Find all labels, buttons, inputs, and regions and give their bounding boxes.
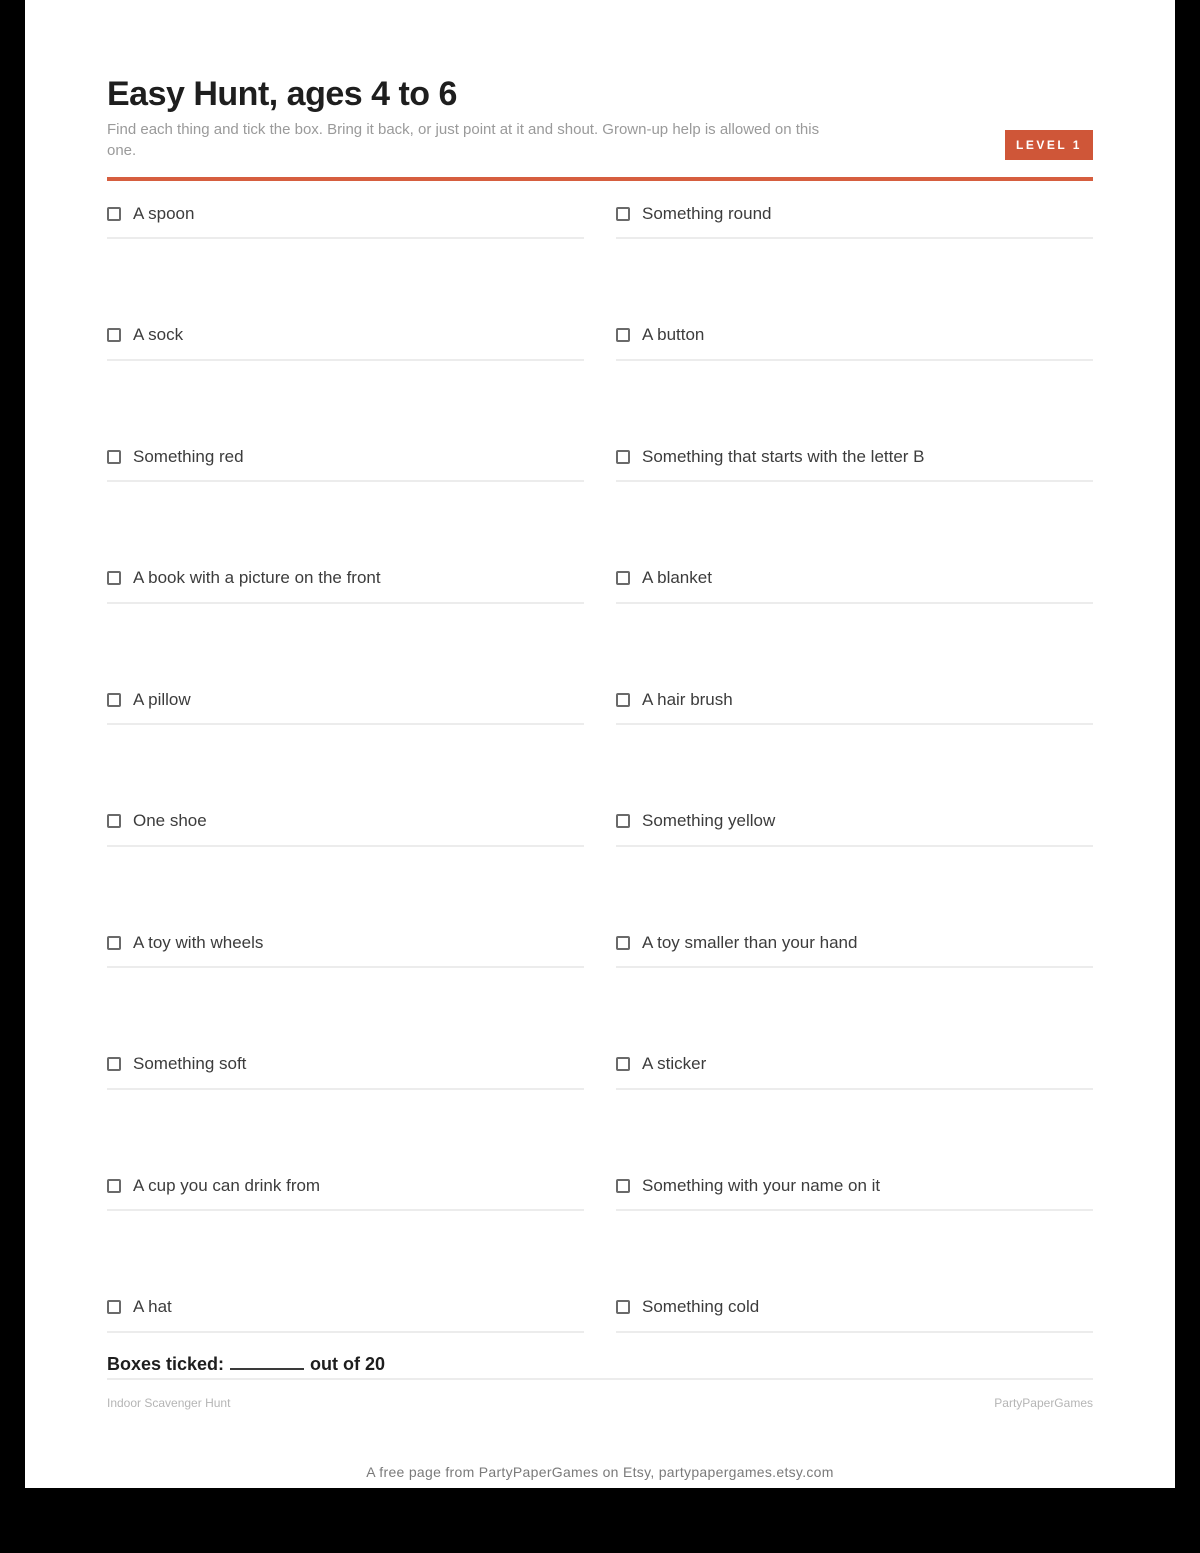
list-item-row bbox=[107, 433, 584, 482]
list-item-row bbox=[107, 555, 584, 604]
footer-left-text: Indoor Scavenger Hunt bbox=[107, 1396, 231, 1410]
list-item bbox=[616, 190, 1093, 312]
list-item-row bbox=[107, 1284, 584, 1333]
item-label: One shoe bbox=[133, 811, 207, 830]
item-label: Something that starts with the letter B bbox=[642, 446, 925, 466]
item-label: A sock bbox=[133, 325, 184, 344]
checkbox[interactable] bbox=[616, 936, 630, 950]
list-item-row bbox=[107, 676, 584, 725]
list-item bbox=[616, 312, 1093, 434]
item-label: A book with a picture on the front bbox=[133, 568, 381, 587]
list-item bbox=[616, 676, 1093, 798]
footer-right-text: PartyPaperGames bbox=[994, 1396, 1093, 1410]
list-item bbox=[616, 919, 1093, 1041]
item-label: A spoon bbox=[133, 203, 195, 223]
item-label: A sticker bbox=[642, 1054, 707, 1073]
item-label: A button bbox=[642, 325, 705, 344]
list-item-row bbox=[107, 1162, 584, 1211]
list-item-row bbox=[616, 312, 1093, 361]
score-prefix: Boxes ticked: bbox=[107, 1354, 225, 1374]
list-item-row bbox=[616, 676, 1093, 725]
checkbox[interactable] bbox=[107, 328, 121, 342]
list-item-row bbox=[107, 190, 584, 239]
item-label: A hair brush bbox=[642, 689, 733, 709]
list-item bbox=[107, 433, 584, 555]
list-item bbox=[107, 798, 584, 920]
item-label: Something round bbox=[642, 203, 772, 223]
checkbox[interactable] bbox=[616, 1300, 630, 1314]
item-label: A hat bbox=[133, 1297, 172, 1316]
list-item bbox=[107, 1284, 584, 1406]
list-item-row bbox=[616, 433, 1093, 482]
header-divider bbox=[107, 177, 1093, 181]
list-item-row bbox=[107, 1041, 584, 1090]
list-item-row bbox=[616, 798, 1093, 847]
checkbox[interactable] bbox=[107, 936, 121, 950]
list-item-row bbox=[616, 1284, 1093, 1333]
item-label: A toy smaller than your hand bbox=[642, 932, 858, 952]
item-label: Something soft bbox=[133, 1054, 247, 1073]
score-line bbox=[107, 1353, 1093, 1380]
item-label: A toy with wheels bbox=[133, 932, 264, 952]
item-label: Something red bbox=[133, 446, 244, 466]
list-item-row bbox=[107, 312, 584, 361]
checkbox[interactable] bbox=[107, 693, 121, 707]
list-item bbox=[107, 1162, 584, 1284]
list-item bbox=[107, 919, 584, 1041]
list-item bbox=[616, 1041, 1093, 1163]
worksheet-page bbox=[25, 0, 1175, 1488]
checkbox[interactable] bbox=[616, 328, 630, 342]
list-item bbox=[107, 312, 584, 434]
checkbox[interactable] bbox=[616, 693, 630, 707]
list-item-row bbox=[616, 1162, 1093, 1211]
checkbox[interactable] bbox=[616, 450, 630, 464]
level-badge: LEVEL 1 bbox=[1005, 130, 1093, 160]
list-item bbox=[107, 555, 584, 677]
item-label: A cup you can drink from bbox=[133, 1175, 321, 1195]
checkbox[interactable] bbox=[616, 571, 630, 585]
checkbox[interactable] bbox=[616, 207, 630, 221]
hunt-item-list bbox=[107, 190, 1093, 1340]
list-item bbox=[107, 190, 584, 312]
item-label: A pillow bbox=[133, 689, 191, 709]
item-label: A blanket bbox=[642, 568, 712, 587]
list-item bbox=[107, 1041, 584, 1163]
list-item-row bbox=[616, 555, 1093, 604]
checkbox[interactable] bbox=[107, 1300, 121, 1314]
list-item bbox=[616, 1284, 1093, 1406]
list-item bbox=[616, 433, 1093, 555]
list-item bbox=[616, 798, 1093, 920]
checkbox[interactable] bbox=[616, 1179, 630, 1193]
checkbox[interactable] bbox=[107, 450, 121, 464]
score-blank[interactable] bbox=[230, 1353, 304, 1370]
score-suffix: out of 20 bbox=[310, 1354, 386, 1374]
item-label: Something yellow bbox=[642, 811, 776, 830]
instructions-text: Find each thing and tick the box. Bring it back, or just point at it and shout. Grown-up help is allowed on this one. bbox=[107, 121, 820, 159]
list-item-row bbox=[616, 1041, 1093, 1090]
list-item-row bbox=[616, 190, 1093, 239]
list-item-row bbox=[107, 798, 584, 847]
checkbox[interactable] bbox=[107, 1179, 121, 1193]
checkbox[interactable] bbox=[107, 814, 121, 828]
checkbox[interactable] bbox=[107, 207, 121, 221]
checkbox[interactable] bbox=[616, 814, 630, 828]
checkbox[interactable] bbox=[107, 1057, 121, 1071]
checkbox[interactable] bbox=[616, 1057, 630, 1071]
credit-text: A free page from PartyPaperGames on Etsy, partypapergames.etsy.com bbox=[366, 1464, 834, 1480]
item-label: Something with your name on it bbox=[642, 1175, 881, 1195]
checkbox[interactable] bbox=[107, 571, 121, 585]
list-item bbox=[616, 1162, 1093, 1284]
list-item-row bbox=[107, 919, 584, 968]
page-title: Easy Hunt, ages 4 to 6 bbox=[107, 75, 457, 113]
list-item bbox=[107, 676, 584, 798]
page-header bbox=[107, 74, 1093, 182]
item-label: Something cold bbox=[642, 1297, 760, 1316]
list-item-row bbox=[616, 919, 1093, 968]
list-item bbox=[616, 555, 1093, 677]
